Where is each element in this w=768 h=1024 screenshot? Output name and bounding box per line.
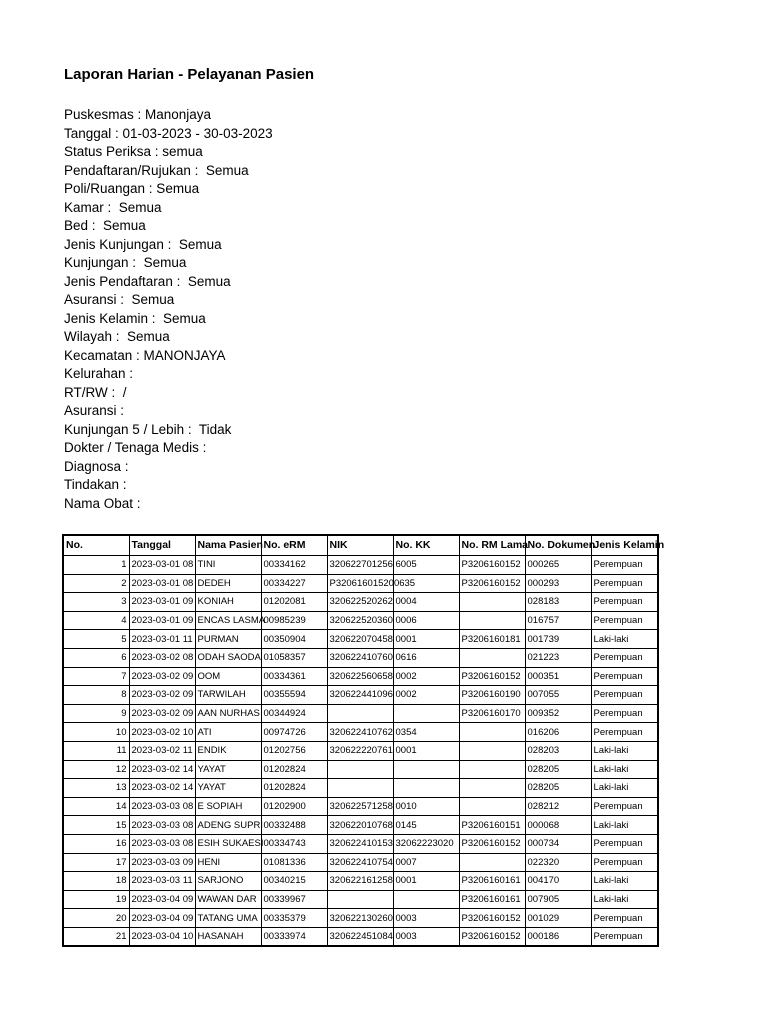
table-cell: 11 — [63, 741, 129, 760]
table-cell: 5 — [63, 630, 129, 649]
table-cell: 16 — [63, 834, 129, 853]
table-cell: 00974726 — [261, 723, 327, 742]
table-cell: 000734 — [525, 834, 591, 853]
table-row — [63, 760, 658, 779]
column-header: No. eRM — [261, 535, 327, 556]
table-cell: 007905 — [525, 890, 591, 909]
table-cell — [459, 593, 525, 612]
table-cell — [393, 760, 459, 779]
table-cell: 320622410754 — [327, 853, 393, 872]
table-cell: Laki-laki — [591, 779, 658, 798]
filter-line: Kecamatan : MANONJAYA — [64, 347, 226, 363]
table-cell: 320622410153 — [327, 834, 393, 853]
table-cell: Perempuan — [591, 723, 658, 742]
table-cell: P3206160152 — [459, 574, 525, 593]
table-cell: 000186 — [525, 927, 591, 946]
table-row — [63, 667, 658, 686]
table-cell — [459, 779, 525, 798]
table-cell: YAYAT — [195, 760, 261, 779]
table-cell: 320622520262 — [327, 593, 393, 612]
table-cell: Perempuan — [591, 927, 658, 946]
filter-line: Tanggal : 01-03-2023 - 30-03-2023 — [64, 125, 273, 141]
table-cell: Laki-laki — [591, 741, 658, 760]
filter-line: Tindakan : — [64, 477, 127, 492]
table-cell: 320622701256 — [327, 556, 393, 575]
filter-line: Jenis Kelamin : Semua — [64, 310, 206, 326]
table-cell: 0003 — [393, 927, 459, 946]
table-cell: DEDEH — [195, 574, 261, 593]
table-cell: 19 — [63, 890, 129, 909]
table-cell: 0004 — [393, 593, 459, 612]
table-cell: 2023-03-02 11 — [129, 741, 195, 760]
table-cell: 0003 — [393, 909, 459, 928]
table-row — [63, 648, 658, 667]
table-cell: 004170 — [525, 872, 591, 891]
table-cell: 00340215 — [261, 872, 327, 891]
table-cell: 320622520360 — [327, 611, 393, 630]
filter-line: Puskesmas : Manonjaya — [64, 107, 212, 122]
table-cell: 0001 — [393, 872, 459, 891]
table-cell: 320622130260 — [327, 909, 393, 928]
table-cell — [393, 779, 459, 798]
table-cell: 021223 — [525, 648, 591, 667]
table-cell: 028205 — [525, 779, 591, 798]
table-cell: 000265 — [525, 556, 591, 575]
table-cell — [459, 853, 525, 872]
table-cell: 0354 — [393, 723, 459, 742]
table-cell: 320622161258 — [327, 872, 393, 891]
table-cell: 00334227 — [261, 574, 327, 593]
table-cell: OOM — [195, 667, 261, 686]
table-cell: TINI — [195, 556, 261, 575]
table-cell — [393, 704, 459, 723]
table-cell — [327, 779, 393, 798]
filter-line: Kamar : Semua — [64, 199, 162, 215]
table-cell: 001029 — [525, 909, 591, 928]
table-cell: 2023-03-01 08 — [129, 574, 195, 593]
table-cell: 00335379 — [261, 909, 327, 928]
table-row — [63, 779, 658, 798]
table-row — [63, 834, 658, 853]
filter-line: Nama Obat : — [64, 495, 141, 511]
table-cell: 01202824 — [261, 779, 327, 798]
table-cell: Laki-laki — [591, 630, 658, 649]
table-cell: Laki-laki — [591, 890, 658, 909]
table-row — [63, 556, 658, 575]
table-cell: 2023-03-02 09 — [129, 667, 195, 686]
table-cell: Laki-laki — [591, 816, 658, 835]
table-cell: 007055 — [525, 686, 591, 705]
table-cell — [459, 648, 525, 667]
table-cell: Perempuan — [591, 686, 658, 705]
table-cell: Perempuan — [591, 648, 658, 667]
table-row — [63, 630, 658, 649]
table-cell: P3206160170 — [459, 704, 525, 723]
table-cell: 2023-03-02 08 — [129, 648, 195, 667]
table-cell: 0001 — [393, 630, 459, 649]
table-cell: 2023-03-02 09 — [129, 704, 195, 723]
table-cell: 00334743 — [261, 834, 327, 853]
table-cell: 2023-03-01 09 — [129, 611, 195, 630]
table-cell: ENDIK — [195, 741, 261, 760]
filter-line: Pendaftaran/Rujukan : Semua — [64, 162, 249, 178]
table-cell: ESIH SUKAESI — [195, 834, 261, 853]
table-cell: YAYAT — [195, 779, 261, 798]
table-cell: 2023-03-03 08 — [129, 834, 195, 853]
table-cell: 17 — [63, 853, 129, 872]
column-header: No. Dokumen — [525, 535, 591, 556]
table-cell: 2023-03-03 08 — [129, 816, 195, 835]
table-cell: 01202900 — [261, 797, 327, 816]
column-header: Jenis Kelamin — [591, 535, 658, 556]
table-cell: 320622441096 — [327, 686, 393, 705]
filter-line: Status Periksa : semua — [64, 144, 203, 159]
table-cell: E SOPIAH — [195, 797, 261, 816]
table-cell — [459, 723, 525, 742]
column-header: No. KK — [393, 535, 459, 556]
table-cell: 4 — [63, 611, 129, 630]
table-cell: Perempuan — [591, 853, 658, 872]
table-cell: 01202824 — [261, 760, 327, 779]
table-row — [63, 890, 658, 909]
table-cell: ODAH SAODA — [195, 648, 261, 667]
table-cell: 2023-03-03 08 — [129, 797, 195, 816]
table-cell: 3 — [63, 593, 129, 612]
table-row — [63, 872, 658, 891]
table-cell: ADENG SUPRI — [195, 816, 261, 835]
table-cell: Perempuan — [591, 909, 658, 928]
table-cell: P320616015200635 — [327, 574, 393, 593]
table-cell: 2023-03-02 14 — [129, 779, 195, 798]
table-cell: AAN NURHAS — [195, 704, 261, 723]
filter-line: Jenis Pendaftaran : Semua — [64, 273, 231, 289]
table-cell: 022320 — [525, 853, 591, 872]
column-header: NIK — [327, 535, 393, 556]
table-cell: 320622571258 — [327, 797, 393, 816]
table-cell: P3206160190 — [459, 686, 525, 705]
table-cell: P3206160161 — [459, 872, 525, 891]
table-cell: 0145 — [393, 816, 459, 835]
table-cell: 10 — [63, 723, 129, 742]
table-cell: 00333974 — [261, 927, 327, 946]
table-cell: 028212 — [525, 797, 591, 816]
table-cell — [459, 760, 525, 779]
table-cell: Perempuan — [591, 797, 658, 816]
filter-line: Asuransi : — [64, 403, 125, 418]
table-cell: Perempuan — [591, 667, 658, 686]
table-cell: 0007 — [393, 853, 459, 872]
table-cell: 01202081 — [261, 593, 327, 612]
table-cell: Perempuan — [591, 704, 658, 723]
filter-line: Kunjungan 5 / Lebih : Tidak — [64, 421, 232, 437]
table-cell: 32062223020 — [393, 834, 459, 853]
table-cell — [327, 704, 393, 723]
table-cell: P3206160152 — [459, 667, 525, 686]
table-cell: P3206160152 — [459, 834, 525, 853]
table-cell: 2023-03-04 09 — [129, 909, 195, 928]
table-cell: 2023-03-02 10 — [129, 723, 195, 742]
table-cell: 028205 — [525, 760, 591, 779]
table-cell: 009352 — [525, 704, 591, 723]
table-cell — [327, 890, 393, 909]
table-cell: 00344924 — [261, 704, 327, 723]
table-cell: 6005 — [393, 556, 459, 575]
report-title: Laporan Harian - Pelayanan Pasien — [64, 66, 315, 83]
filter-line: Poli/Ruangan : Semua — [64, 181, 200, 196]
table-cell: 2023-03-01 08 — [129, 556, 195, 575]
table-cell — [459, 611, 525, 630]
table-cell: 0002 — [393, 667, 459, 686]
table-cell: 01202756 — [261, 741, 327, 760]
patient-table — [62, 534, 665, 947]
column-header: Nama Pasien — [195, 535, 261, 556]
table-cell: KONIAH — [195, 593, 261, 612]
table-cell: 15 — [63, 816, 129, 835]
table-cell: SARJONO — [195, 872, 261, 891]
table-cell: 0010 — [393, 797, 459, 816]
table-cell: 1 — [63, 556, 129, 575]
table-cell: Perempuan — [591, 593, 658, 612]
table-cell: Perempuan — [591, 611, 658, 630]
table-cell: 320622220761 — [327, 741, 393, 760]
table-cell: 2023-03-04 10 — [129, 927, 195, 946]
filter-line: Kelurahan : — [64, 366, 134, 381]
table-cell: P3206160151 — [459, 816, 525, 835]
table-cell: Perempuan — [591, 556, 658, 575]
table-cell: 00334162 — [261, 556, 327, 575]
table-cell: 320622560658 — [327, 667, 393, 686]
table-row — [63, 593, 658, 612]
table-cell: 320622070458 — [327, 630, 393, 649]
table-cell: 20 — [63, 909, 129, 928]
table-cell: 320622410762 — [327, 723, 393, 742]
table-cell: 2023-03-01 11 — [129, 630, 195, 649]
table-row — [63, 741, 658, 760]
table-cell: 13 — [63, 779, 129, 798]
table-cell: Laki-laki — [591, 872, 658, 891]
table-cell: 2023-03-04 09 — [129, 890, 195, 909]
filter-line: RT/RW : / — [64, 384, 127, 400]
table-cell: 028183 — [525, 593, 591, 612]
table-cell: 00350904 — [261, 630, 327, 649]
table-cell: 320622010768 — [327, 816, 393, 835]
table-cell: P3206160181 — [459, 630, 525, 649]
table-cell: 2023-03-02 09 — [129, 686, 195, 705]
table-cell: 0616 — [393, 648, 459, 667]
table-body — [63, 556, 658, 947]
table-cell: P3206160161 — [459, 890, 525, 909]
table-cell: 320622451084 — [327, 927, 393, 946]
table-cell: ENCAS LASMA — [195, 611, 261, 630]
table-cell: 016757 — [525, 611, 591, 630]
filter-line: Kunjungan : Semua — [64, 255, 187, 270]
column-header: Tanggal — [129, 535, 195, 556]
column-header: No. — [63, 535, 129, 556]
table-cell: 000351 — [525, 667, 591, 686]
table-cell: TATANG UMA — [195, 909, 261, 928]
table-row — [63, 723, 658, 742]
table-cell: 01058357 — [261, 648, 327, 667]
table-cell: 01081336 — [261, 853, 327, 872]
filter-line: Bed : Semua — [64, 218, 146, 233]
table-cell: 0002 — [393, 686, 459, 705]
table-row — [63, 909, 658, 928]
table-cell: 14 — [63, 797, 129, 816]
table-cell: 2 — [63, 574, 129, 593]
table-cell: 00339967 — [261, 890, 327, 909]
table-cell: 18 — [63, 872, 129, 891]
table-cell: 028203 — [525, 741, 591, 760]
table-cell: 000068 — [525, 816, 591, 835]
table-row — [63, 927, 658, 946]
table-cell: PURMAN — [195, 630, 261, 649]
table-cell: Perempuan — [591, 574, 658, 593]
table-row — [63, 611, 658, 630]
filter-line: Wilayah : Semua — [64, 329, 170, 344]
table-cell — [459, 797, 525, 816]
table-cell: 2023-03-02 14 — [129, 760, 195, 779]
table-cell: 21 — [63, 927, 129, 946]
table-row — [63, 574, 658, 593]
filter-line: Diagnosa : — [64, 458, 129, 474]
table-cell: 0001 — [393, 741, 459, 760]
table-cell: P3206160152 — [459, 909, 525, 928]
table-cell: 000293 — [525, 574, 591, 593]
table-cell: 0006 — [393, 611, 459, 630]
filter-line: Jenis Kunjungan : Semua — [64, 236, 222, 252]
table-cell: ATI — [195, 723, 261, 742]
table-cell: 9 — [63, 704, 129, 723]
table-row — [63, 686, 658, 705]
table-row — [63, 816, 658, 835]
table-cell: 7 — [63, 667, 129, 686]
table-cell: 8 — [63, 686, 129, 705]
filter-line: Asuransi : Semua — [64, 292, 175, 307]
table-header-row — [63, 535, 658, 556]
table-cell: WAWAN DAR — [195, 890, 261, 909]
table-cell: HASANAH — [195, 927, 261, 946]
table-cell: 2023-03-01 09 — [129, 593, 195, 612]
table-cell: P3206160152 — [459, 556, 525, 575]
column-header: No. RM Lama — [459, 535, 525, 556]
table-cell: 12 — [63, 760, 129, 779]
table-cell: Laki-laki — [591, 760, 658, 779]
table-row — [63, 797, 658, 816]
table-cell: 00334361 — [261, 667, 327, 686]
table-cell: 00332488 — [261, 816, 327, 835]
table-cell: 001739 — [525, 630, 591, 649]
table-cell: 6 — [63, 648, 129, 667]
table-cell — [327, 760, 393, 779]
table-cell: HENI — [195, 853, 261, 872]
table-cell: 2023-03-03 09 — [129, 853, 195, 872]
table-cell: 320622410760 — [327, 648, 393, 667]
table-cell: P3206160152 — [459, 927, 525, 946]
table-cell — [459, 741, 525, 760]
table-cell: TARWILAH — [195, 686, 261, 705]
table-cell: 00355594 — [261, 686, 327, 705]
table-cell: 2023-03-03 11 — [129, 872, 195, 891]
table-cell — [393, 890, 459, 909]
table-cell: 016206 — [525, 723, 591, 742]
filter-line: Dokter / Tenaga Medis : — [64, 440, 207, 455]
table-cell: Perempuan — [591, 834, 658, 853]
table-cell: 00985239 — [261, 611, 327, 630]
table-row — [63, 704, 658, 723]
report-filters — [64, 106, 273, 513]
table-row — [63, 853, 658, 872]
